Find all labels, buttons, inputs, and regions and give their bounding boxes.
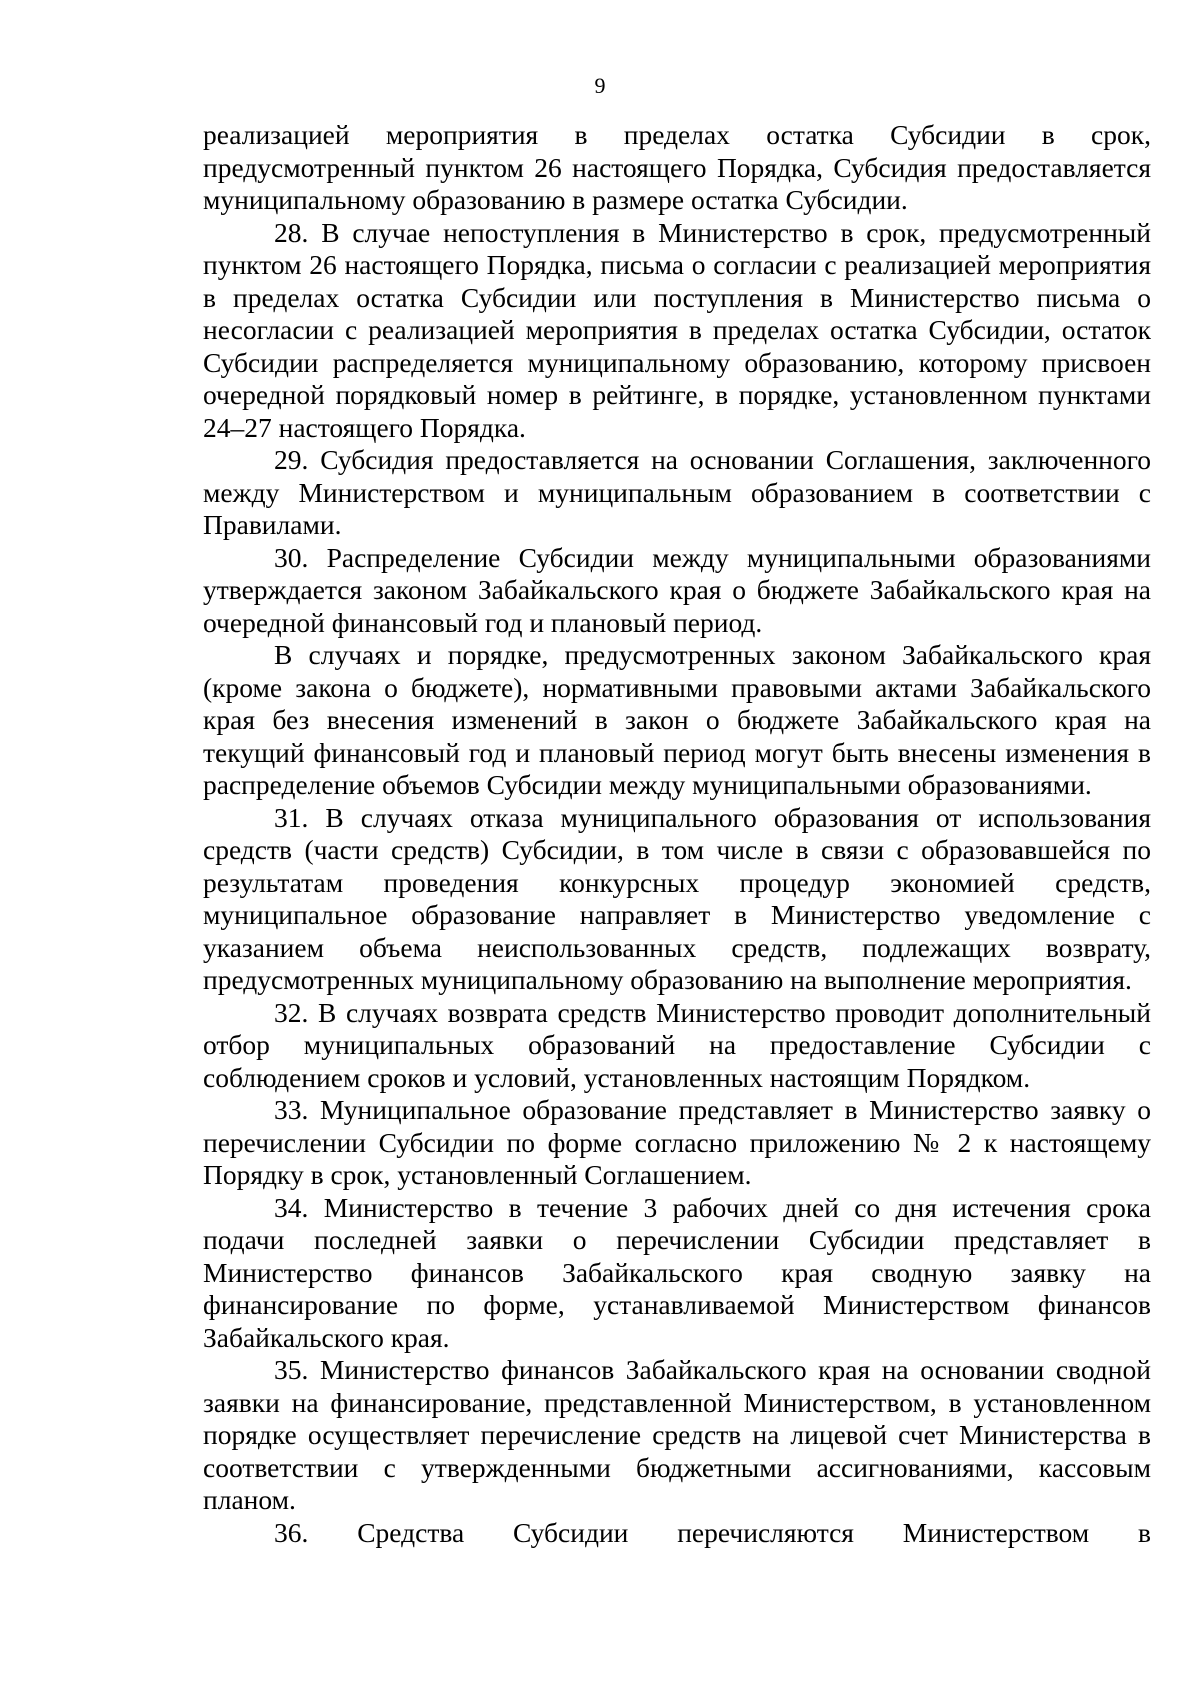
paragraph-29: 29. Субсидия предоставляется на основании Соглашения, заключенного между Министерством и муниципальным образованием в соответствии с Правилами. [203, 444, 1151, 540]
paragraph-33: 33. Муниципальное образование представляет в Министерство заявку о перечислении Субсидии по форме согласно приложению № 2 к настоящему Порядку в срок, установленный Соглашением. [203, 1094, 1151, 1190]
document-body [203, 119, 1151, 1549]
paragraph-34: 34. Министерство в течение 3 рабочих дней со дня истечения срока подачи последней заявки о перечислении Субсидии представляет в Министерство финансов Забайкальского края сводную заявку на финансирование по форме, устанавливаемой Министерством финансов Забайкальского края. [203, 1191, 1151, 1353]
paragraph-35: 35. Министерство финансов Забайкальского края на основании сводной заявки на финансирование, представленной Министерством, в установленном порядке осуществляет перечисление средств на лицевой счет Министерства в соответствии с утвержденными бюджетными ассигнованиями, кассовым планом. [203, 1354, 1151, 1515]
paragraph-31: 31. В случаях отказа муниципального образования от использования средств (части средств) Субсидии, в том числе в связи с образовавшейся по результатам проведения конкурсных процедур экономией средств, муниципальное образование направляет в Министерство уведомление с указанием объема неиспользованных средств, подлежащих возврату, предусмотренных муниципальному образованию на выполнение мероприятия. [203, 801, 1151, 995]
page-number: 9 [594, 73, 606, 98]
paragraph-continuation: реализацией мероприятия в пределах остатка Субсидии в срок, предусмотренный пунктом 26 настоящего Порядка, Субсидия предоставляется муниципальному образованию в размере остатка Субсидии. [203, 119, 1151, 215]
paragraph-30-second: В случаях и порядке, предусмотренных законом Забайкальского края (кроме закона о бюджете), нормативными правовыми актами Забайкальского края без внесения изменений в закон о бюджете Забайкальского края на текущий финансовый год и плановый период могут быть внесены изменения в распределение объемов Субсидии между муниципальными образованиями. [203, 639, 1151, 800]
paragraph-36: 36. Средства Субсидии перечисляются Министерством в [274, 1516, 1151, 1548]
paragraph-32: 32. В случаях возврата средств Министерство проводит дополнительный отбор муниципальных образований на предоставление Субсидии с соблюдением сроков и условий, установленных настоящим Порядком. [203, 996, 1151, 1093]
paragraph-28: 28. В случае непоступления в Министерство в срок, предусмотренный пунктом 26 настоящего Порядка, письма о согласии с реализацией мероприятия в пределах остатка Субсидии или поступления в Министерство письма о несогласии с реализацией мероприятия в пределах остатка Субсидии, остаток Субсидии распределяется муниципальному образованию, которому присвоен очередной порядковый номер в рейтинге, в порядке, установленном пунктами 24–27 настоящего Порядка. [203, 216, 1151, 443]
paragraph-30: 30. Распределение Субсидии между муниципальными образованиями утверждается законом Забайкальского края о бюджете Забайкальского края на очередной финансовый год и плановый период. [203, 541, 1151, 638]
